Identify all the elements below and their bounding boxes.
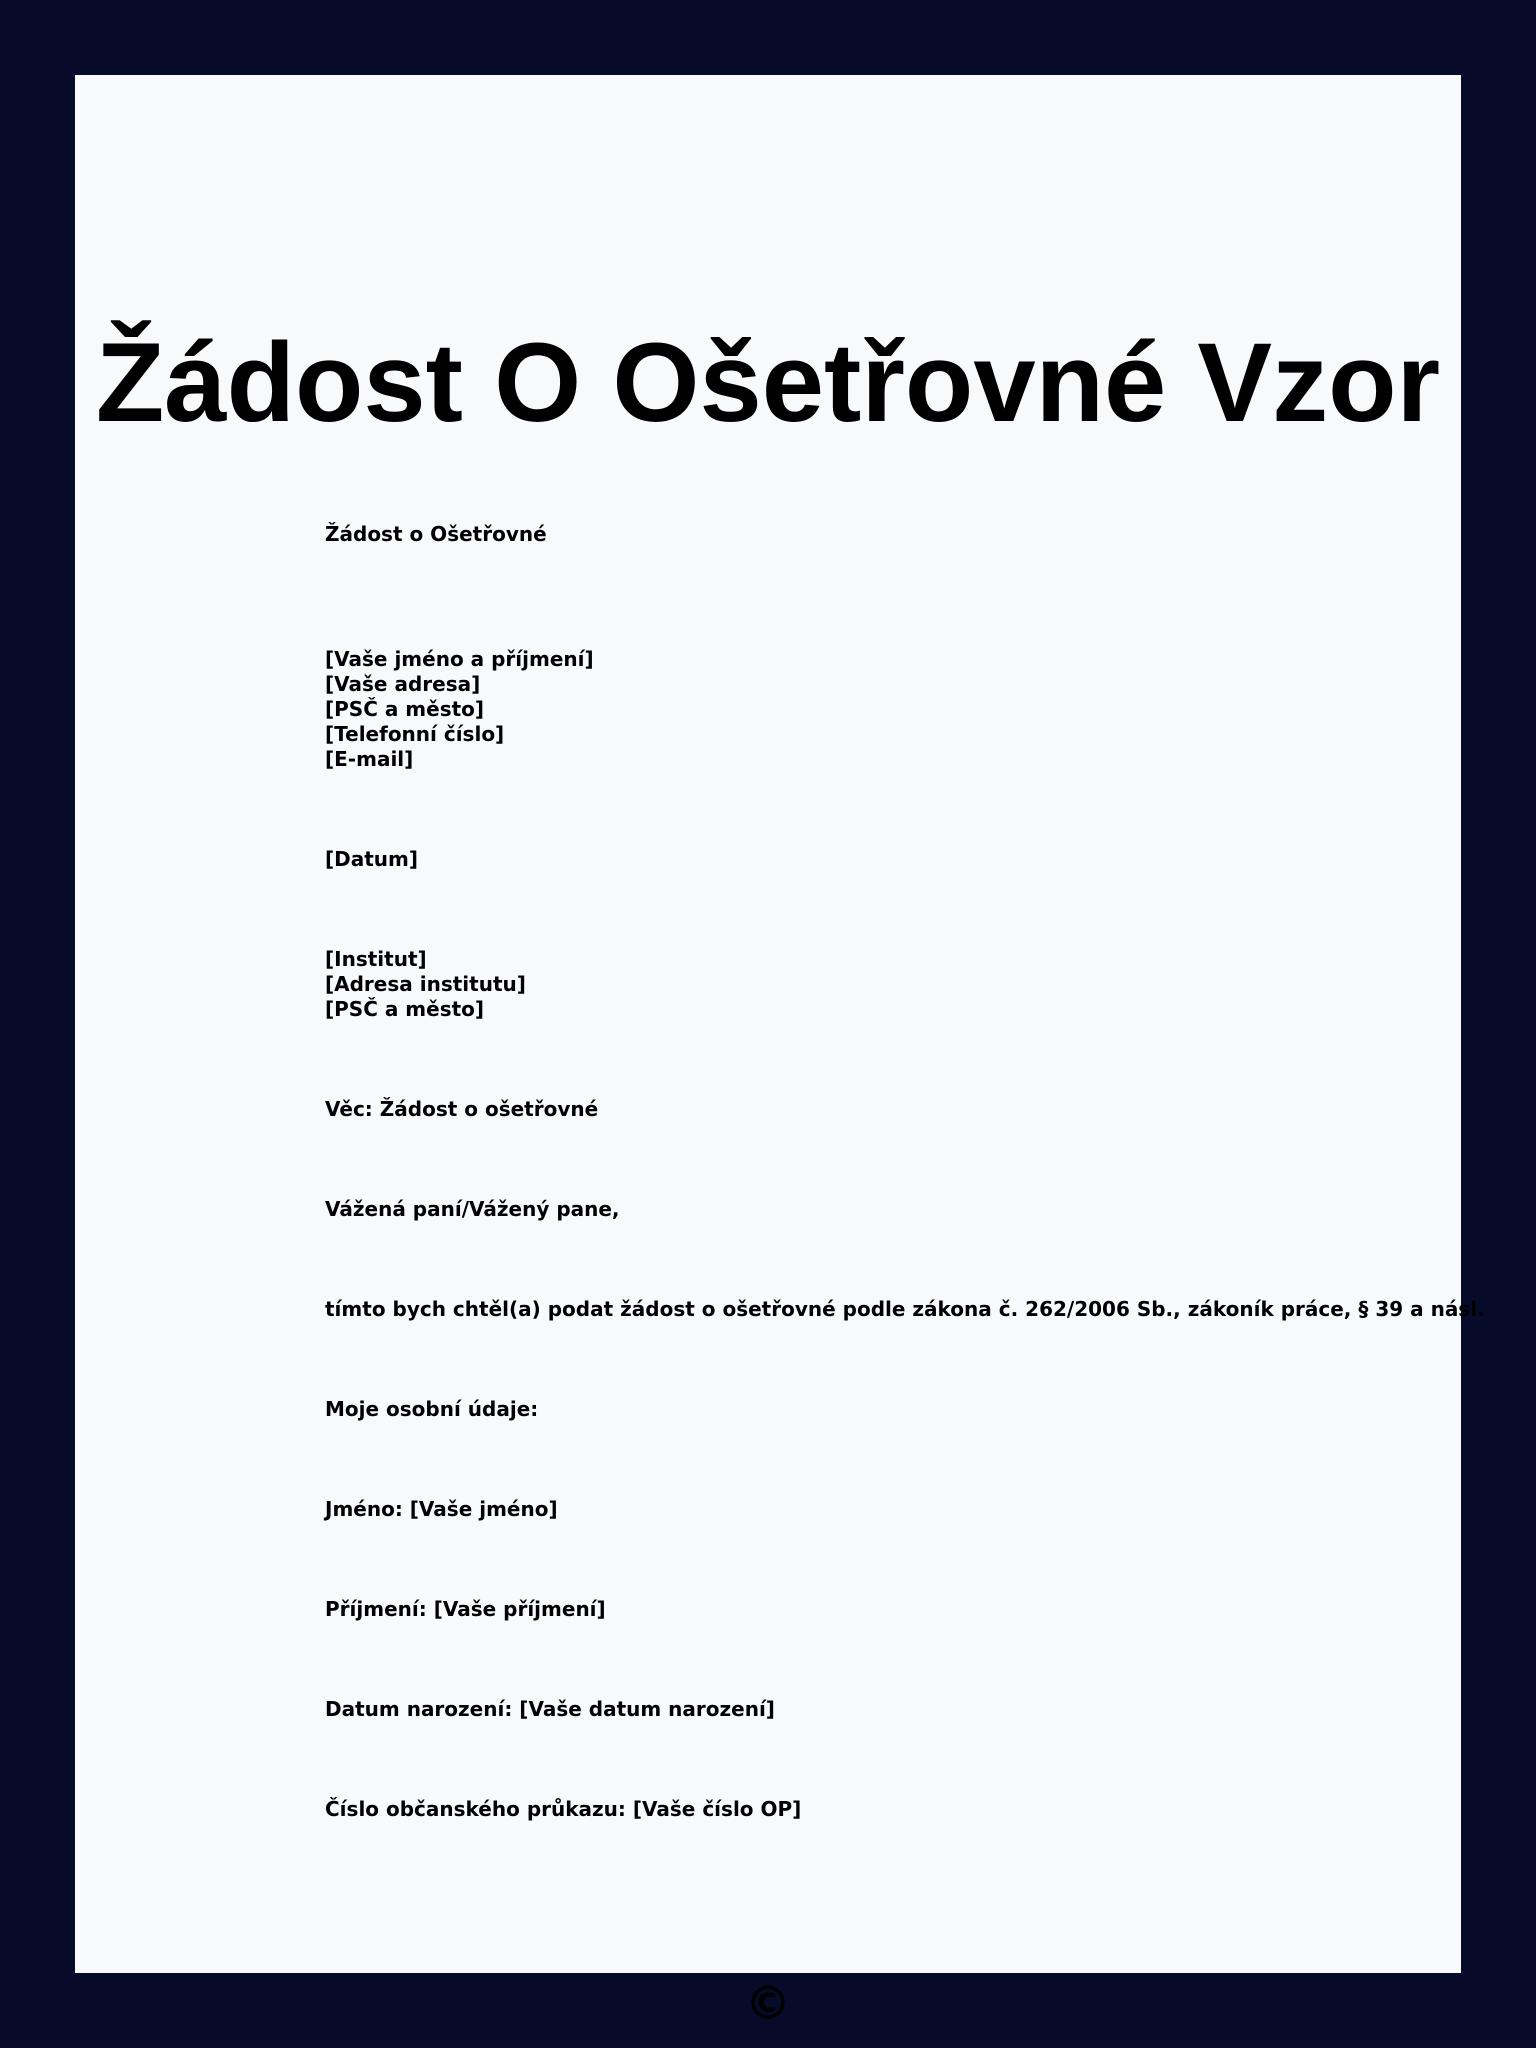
sender-email: [E-mail] [325,747,414,771]
recipient-block [325,947,1465,1022]
recipient-institute: [Institut] [325,947,427,971]
field-birth-date: Datum narození: [Vaše datum narození] [325,1697,775,1721]
sender-zip-city: [PSČ a město] [325,697,485,721]
letter-date: [Datum] [325,847,419,871]
recipient-address: [Adresa institutu] [325,972,526,996]
field-id-number: Číslo občanského průkazu: [Vaše číslo OP] [325,1797,802,1821]
copyright-icon: © [745,1976,791,2030]
field-first-name: Jméno: [Vaše jméno] [325,1497,558,1521]
sender-phone: [Telefonní číslo] [325,722,505,746]
recipient-zip-city: [PSČ a město] [325,997,485,1021]
letter-subject: Věc: Žádost o ošetřovné [325,1097,599,1121]
letter-heading: Žádost o Ošetřovné [325,522,547,546]
document-page [75,75,1485,2030]
letter-body [325,522,1485,1822]
sender-name: [Vaše jméno a příjmení] [325,647,594,671]
field-last-name: Příjmení: [Vaše příjmení] [325,1597,606,1621]
sender-address: [Vaše adresa] [325,672,481,696]
letter-salutation: Vážená paní/Vážený pane, [325,1197,620,1221]
personal-details-heading: Moje osobní údaje: [325,1397,539,1421]
document-title: Žádost O Ošetřovné Vzor [95,320,1441,445]
letter-intro: tímto bych chtěl(a) podat žádost o ošetřovné podle zákona č. 262/2006 Sb., zákoník práce, § 39 a násl. [325,1297,1485,1321]
sender-block [325,647,1465,772]
